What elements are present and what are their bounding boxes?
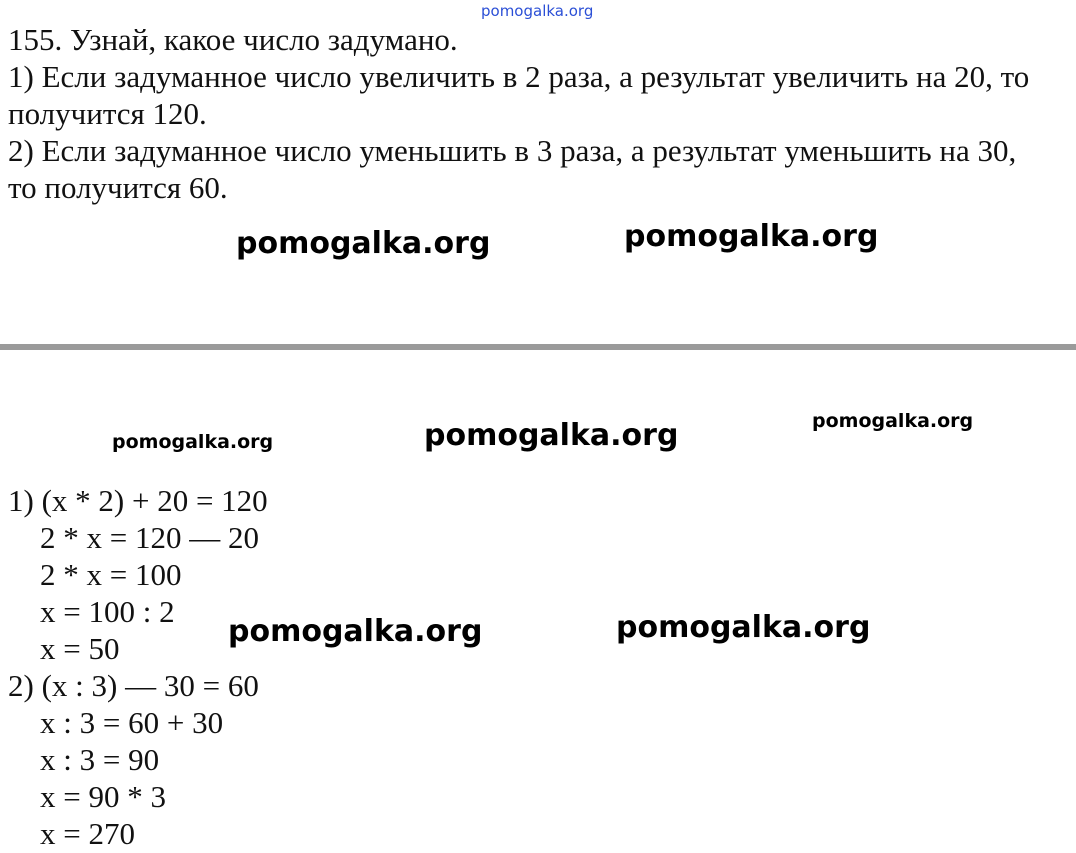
problem-line: 1) Если задуманное число увеличить в 2 раза, а результат увеличить на 20, то (8, 59, 1030, 94)
watermark: pomogalka.org (616, 610, 871, 645)
equation-line: x = 50 (40, 631, 120, 666)
problem-statement (8, 22, 1029, 207)
solution (8, 483, 268, 853)
equation-line: 1) (x * 2) + 20 = 120 (8, 483, 268, 518)
watermark-top: pomogalka.org (481, 2, 594, 20)
equation-line: x = 90 * 3 (40, 779, 166, 814)
problem-line: 2) Если задуманное число уменьшить в 3 раза, а результат уменьшить на 30, (8, 133, 1017, 168)
watermark: pomogalka.org (236, 226, 491, 261)
problem-line: то получится 60. (8, 170, 228, 205)
watermark: pomogalka.org (112, 431, 274, 453)
equation-line: 2 * x = 120 — 20 (40, 520, 259, 555)
watermark: pomogalka.org (624, 219, 879, 254)
equation-line: x : 3 = 60 + 30 (40, 705, 224, 740)
equation-line: x = 100 : 2 (40, 594, 175, 629)
problem-line: получится 120. (8, 96, 207, 131)
section-divider (0, 344, 1076, 350)
watermark: pomogalka.org (424, 418, 679, 453)
problem-title: 155. Узнай, какое число задумано. (8, 22, 458, 57)
watermark: pomogalka.org (228, 614, 483, 649)
watermark: pomogalka.org (812, 410, 974, 432)
equation-line: x = 270 (40, 816, 135, 851)
equation-line: 2) (x : 3) — 30 = 60 (8, 668, 259, 703)
equation-line: 2 * x = 100 (40, 557, 182, 592)
equation-line: x : 3 = 90 (40, 742, 160, 777)
